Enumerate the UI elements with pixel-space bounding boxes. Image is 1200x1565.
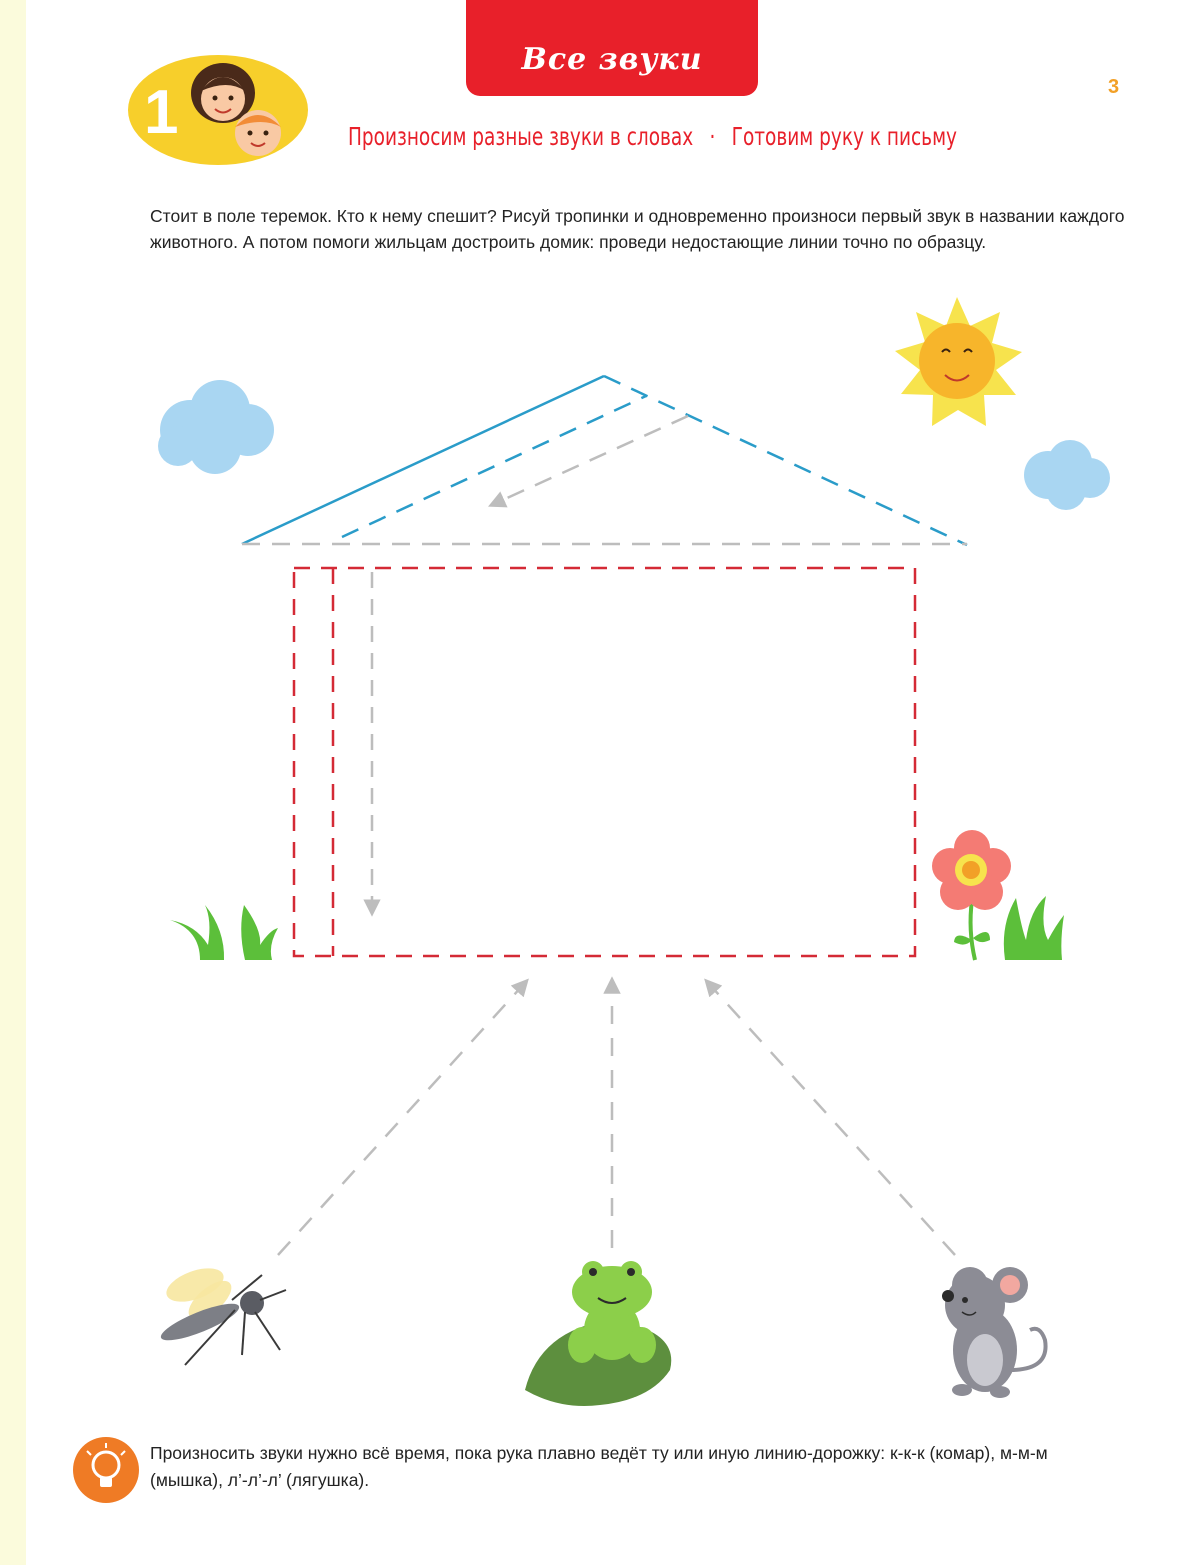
task-instructions: Стоит в поле теремок. Кто к нему спешит? Рисуй тропинки и одновременно произноси первый звук в названии каждого животного. А потом помоги жильцам достроить домик: проведи недостающие линии точно по образцу. <box>150 206 1125 252</box>
sun-icon <box>895 297 1022 426</box>
mosquito-icon <box>157 1262 286 1365</box>
flower-icon <box>932 830 1011 960</box>
page-number: 3 <box>1108 76 1120 98</box>
house-roof <box>242 376 967 545</box>
frog-icon <box>525 1261 671 1406</box>
mouse-icon <box>942 1267 1046 1398</box>
lightbulb-icon <box>72 1435 140 1505</box>
section-title: Все звуки <box>521 41 703 77</box>
cloud-icon <box>1024 440 1110 510</box>
parent-tip-text: Произносить звуки нужно всё время, пока рука плавно ведёт ту или иную линию-дорожку: к-к-к (комар), м-м-м (мышка), л’-л’-л’ (лягушка). <box>150 1443 1048 1490</box>
house-walls <box>294 568 915 956</box>
subtitle-separator: · <box>709 122 716 151</box>
grass-icon <box>170 905 278 960</box>
subtitle-right: Готовим руку к письму <box>731 122 957 151</box>
cloud-icon <box>158 380 274 474</box>
lesson-number: 1 <box>144 78 179 147</box>
grass-icon <box>1004 896 1064 960</box>
subtitle-left: Произносим разные звуки в словах <box>348 122 694 151</box>
animal-paths <box>278 985 955 1255</box>
